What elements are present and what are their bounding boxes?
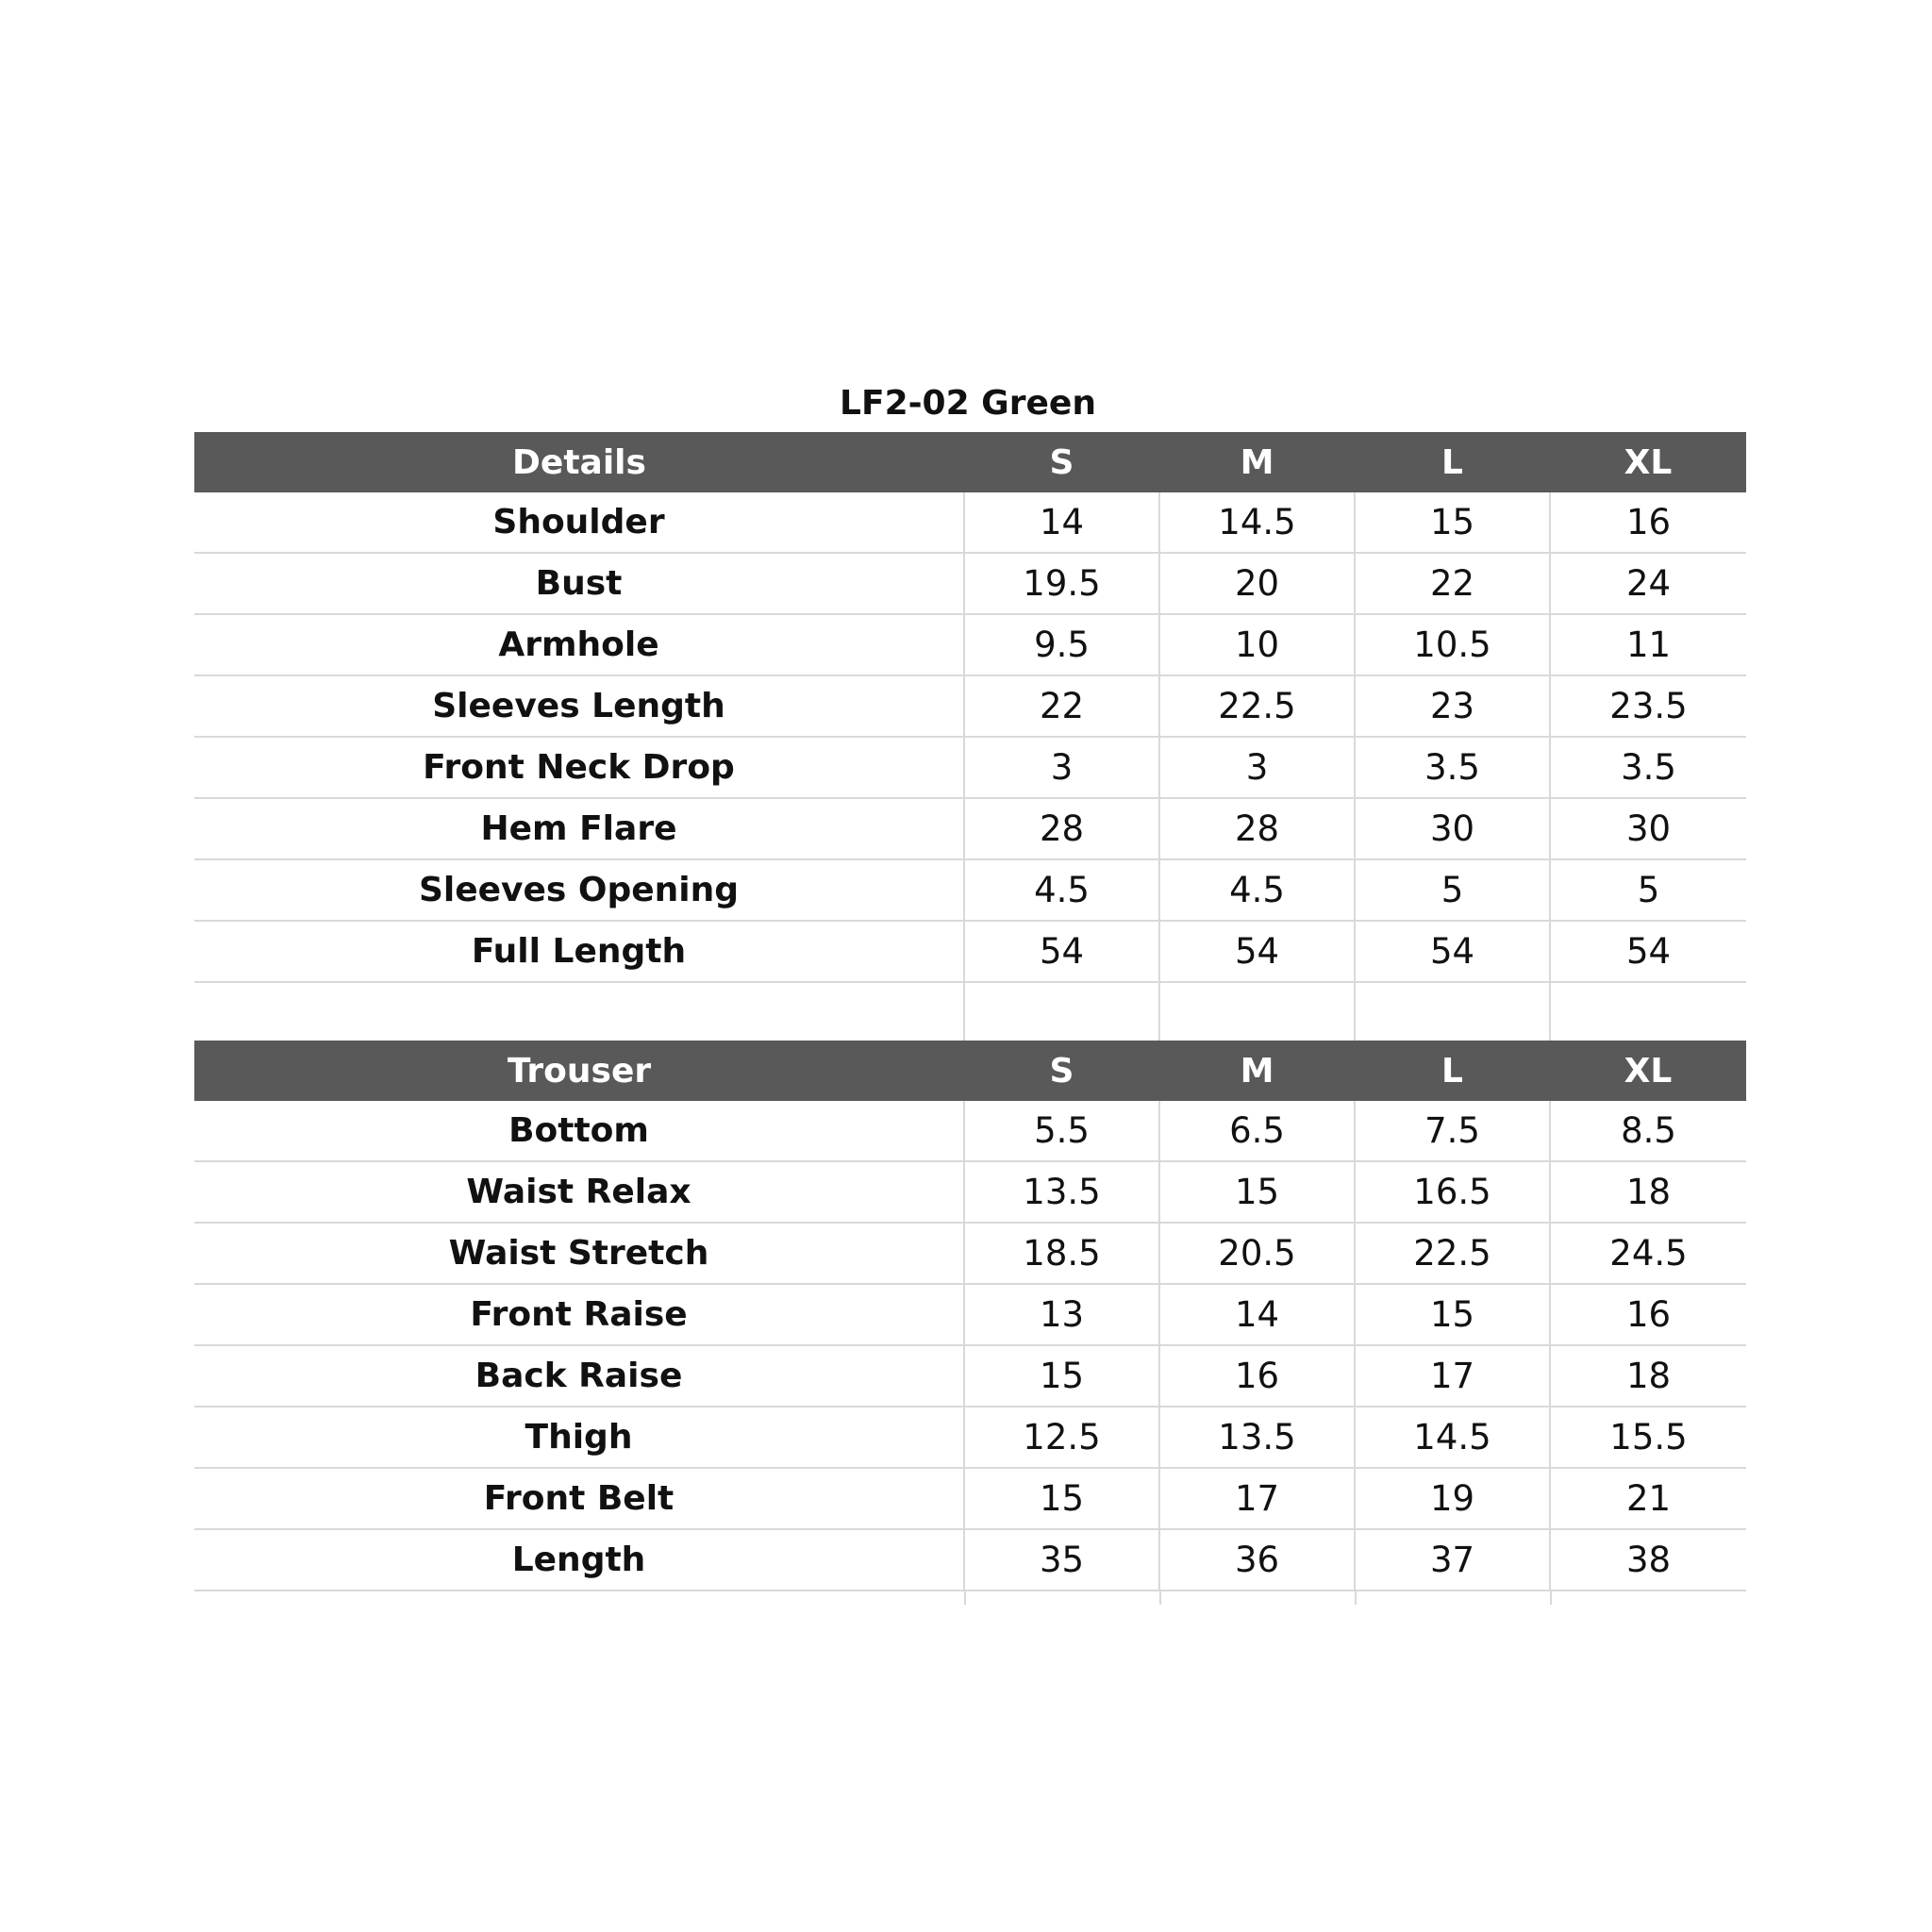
details-header-l: L <box>1355 432 1550 492</box>
row-label: Shoulder <box>194 492 964 553</box>
spacer-cell <box>1355 982 1550 1041</box>
details-header-xl: XL <box>1550 432 1746 492</box>
trouser-row-length <box>194 1529 1746 1591</box>
value-s: 13.5 <box>964 1161 1159 1223</box>
details-row-shoulder <box>194 492 1746 553</box>
value-xl: 3.5 <box>1550 737 1746 798</box>
value-m: 10 <box>1159 614 1355 675</box>
value-s: 9.5 <box>964 614 1159 675</box>
row-label: Bust <box>194 553 964 614</box>
details-row-sleeves-length <box>194 675 1746 737</box>
value-s: 13 <box>964 1284 1159 1345</box>
value-l: 22 <box>1355 553 1550 614</box>
value-s: 12.5 <box>964 1407 1159 1468</box>
value-m: 20 <box>1159 553 1355 614</box>
spacer-row <box>194 982 1746 1041</box>
value-l: 17 <box>1355 1345 1550 1407</box>
value-l: 30 <box>1355 798 1550 859</box>
value-m: 3 <box>1159 737 1355 798</box>
trouser-row-bottom <box>194 1101 1746 1161</box>
trouser-header-xl: XL <box>1550 1041 1746 1101</box>
value-xl: 15.5 <box>1550 1407 1746 1468</box>
value-l: 10.5 <box>1355 614 1550 675</box>
value-xl: 5 <box>1550 859 1746 921</box>
details-header-s: S <box>964 432 1159 492</box>
value-m: 17 <box>1159 1468 1355 1529</box>
value-xl: 23.5 <box>1550 675 1746 737</box>
grid-tick <box>1550 1591 1552 1605</box>
value-l: 5 <box>1355 859 1550 921</box>
value-s: 54 <box>964 921 1159 982</box>
value-m: 16 <box>1159 1345 1355 1407</box>
value-xl: 24.5 <box>1550 1223 1746 1284</box>
row-label: Front Belt <box>194 1468 964 1529</box>
value-xl: 11 <box>1550 614 1746 675</box>
value-xl: 8.5 <box>1550 1101 1746 1161</box>
trouser-row-thigh <box>194 1407 1746 1468</box>
value-xl: 24 <box>1550 553 1746 614</box>
row-label: Waist Relax <box>194 1161 964 1223</box>
grid-tick <box>964 1591 966 1605</box>
value-s: 3 <box>964 737 1159 798</box>
value-xl: 54 <box>1550 921 1746 982</box>
value-m: 13.5 <box>1159 1407 1355 1468</box>
value-l: 15 <box>1355 492 1550 553</box>
size-table <box>194 432 1746 1591</box>
value-s: 5.5 <box>964 1101 1159 1161</box>
value-xl: 21 <box>1550 1468 1746 1529</box>
value-xl: 30 <box>1550 798 1746 859</box>
grid-tick <box>1159 1591 1161 1605</box>
value-l: 3.5 <box>1355 737 1550 798</box>
value-l: 16.5 <box>1355 1161 1550 1223</box>
row-label: Back Raise <box>194 1345 964 1407</box>
trouser-row-waist-relax <box>194 1161 1746 1223</box>
value-l: 54 <box>1355 921 1550 982</box>
spacer-cell <box>1159 982 1355 1041</box>
chart-title <box>194 375 1741 432</box>
details-header-m: M <box>1159 432 1355 492</box>
trouser-header-row <box>194 1041 1746 1101</box>
trouser-header-s: S <box>964 1041 1159 1101</box>
value-m: 6.5 <box>1159 1101 1355 1161</box>
row-label: Sleeves Length <box>194 675 964 737</box>
trouser-header-m: M <box>1159 1041 1355 1101</box>
value-s: 14 <box>964 492 1159 553</box>
value-s: 22 <box>964 675 1159 737</box>
row-label: Front Neck Drop <box>194 737 964 798</box>
details-row-full-length <box>194 921 1746 982</box>
value-l: 19 <box>1355 1468 1550 1529</box>
value-l: 23 <box>1355 675 1550 737</box>
row-label: Waist Stretch <box>194 1223 964 1284</box>
value-l: 22.5 <box>1355 1223 1550 1284</box>
value-s: 4.5 <box>964 859 1159 921</box>
details-header-label: Details <box>194 432 964 492</box>
details-row-hem-flare <box>194 798 1746 859</box>
trouser-header-l: L <box>1355 1041 1550 1101</box>
details-row-front-neck-drop <box>194 737 1746 798</box>
value-s: 35 <box>964 1529 1159 1591</box>
value-m: 36 <box>1159 1529 1355 1591</box>
grid-tail <box>194 1591 1746 1605</box>
value-m: 22.5 <box>1159 675 1355 737</box>
value-m: 15 <box>1159 1161 1355 1223</box>
value-xl: 16 <box>1550 492 1746 553</box>
value-m: 28 <box>1159 798 1355 859</box>
value-xl: 16 <box>1550 1284 1746 1345</box>
value-s: 15 <box>964 1345 1159 1407</box>
spacer-cell <box>1550 982 1746 1041</box>
row-label: Bottom <box>194 1101 964 1161</box>
spacer-cell <box>194 982 964 1041</box>
row-label: Armhole <box>194 614 964 675</box>
value-l: 37 <box>1355 1529 1550 1591</box>
trouser-row-waist-stretch <box>194 1223 1746 1284</box>
row-label: Front Raise <box>194 1284 964 1345</box>
value-xl: 18 <box>1550 1345 1746 1407</box>
details-row-sleeves-opening <box>194 859 1746 921</box>
trouser-header-label: Trouser <box>194 1041 964 1101</box>
details-row-armhole <box>194 614 1746 675</box>
row-label: Full Length <box>194 921 964 982</box>
trouser-row-front-raise <box>194 1284 1746 1345</box>
trouser-row-back-raise <box>194 1345 1746 1407</box>
value-s: 28 <box>964 798 1159 859</box>
value-xl: 18 <box>1550 1161 1746 1223</box>
value-m: 14 <box>1159 1284 1355 1345</box>
value-l: 7.5 <box>1355 1101 1550 1161</box>
trouser-row-front-belt <box>194 1468 1746 1529</box>
value-m: 20.5 <box>1159 1223 1355 1284</box>
row-label: Length <box>194 1529 964 1591</box>
chart-title-text: LF2-02 Green <box>840 384 1096 423</box>
value-m: 14.5 <box>1159 492 1355 553</box>
details-header-row <box>194 432 1746 492</box>
grid-tick <box>1355 1591 1357 1605</box>
details-row-bust <box>194 553 1746 614</box>
size-table-body <box>194 432 1746 1591</box>
value-m: 54 <box>1159 921 1355 982</box>
value-s: 19.5 <box>964 553 1159 614</box>
size-chart <box>194 375 1746 1605</box>
value-l: 14.5 <box>1355 1407 1550 1468</box>
row-label: Hem Flare <box>194 798 964 859</box>
row-label: Thigh <box>194 1407 964 1468</box>
value-xl: 38 <box>1550 1529 1746 1591</box>
value-m: 4.5 <box>1159 859 1355 921</box>
value-s: 18.5 <box>964 1223 1159 1284</box>
spacer-cell <box>964 982 1159 1041</box>
value-s: 15 <box>964 1468 1159 1529</box>
value-l: 15 <box>1355 1284 1550 1345</box>
row-label: Sleeves Opening <box>194 859 964 921</box>
